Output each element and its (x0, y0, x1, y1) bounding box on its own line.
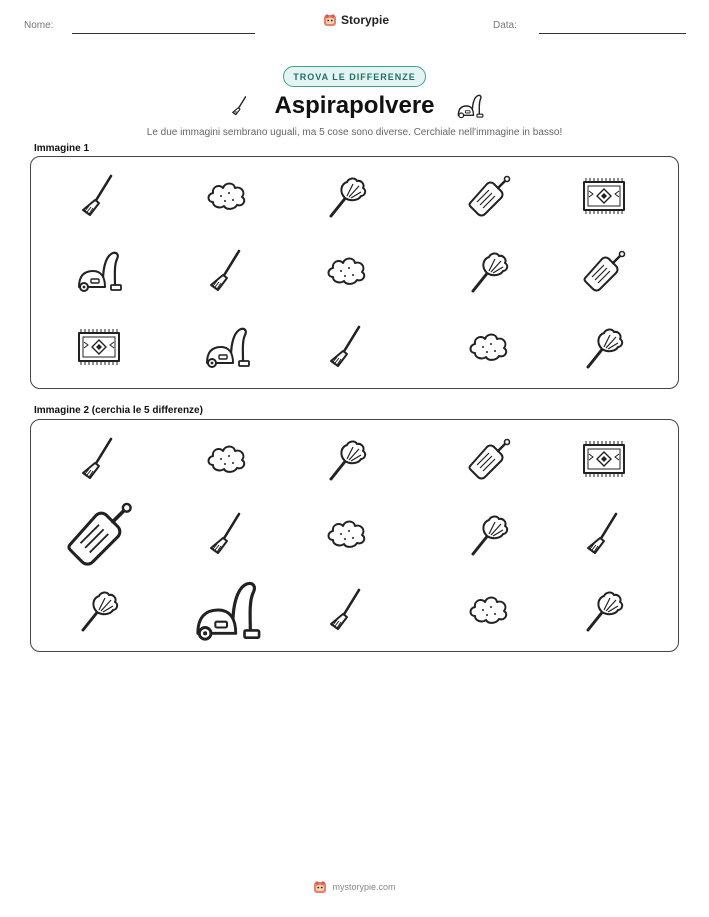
broom-icon[interactable] (323, 323, 371, 371)
dustpan-icon[interactable] (465, 435, 513, 483)
broom-icon[interactable] (203, 247, 251, 295)
brand-name: Storypie (341, 13, 390, 27)
feather-duster-icon[interactable] (465, 247, 513, 295)
rug-icon[interactable] (580, 172, 628, 220)
dust-cloud-icon[interactable] (465, 586, 513, 634)
page-title: Aspirapolvere (274, 92, 435, 119)
image2-label: Immagine 2 (cerchia le 5 differenze) (34, 405, 203, 416)
vacuum-icon[interactable] (192, 575, 262, 645)
brand-logo (323, 13, 389, 27)
rug-icon[interactable] (75, 323, 123, 371)
broom-icon[interactable] (203, 510, 251, 558)
dust-cloud-icon[interactable] (203, 435, 251, 483)
storypie-mascot-icon (313, 880, 327, 894)
dust-cloud-icon[interactable] (203, 172, 251, 220)
name-label: Nome: (24, 20, 54, 31)
feather-duster-icon[interactable] (75, 586, 123, 634)
dust-cloud-icon[interactable] (323, 510, 371, 558)
broom-icon[interactable] (75, 172, 123, 220)
feather-duster-icon[interactable] (323, 435, 371, 483)
feather-duster-icon[interactable] (323, 172, 371, 220)
broom-icon[interactable] (580, 510, 628, 558)
image1-label: Immagine 1 (34, 143, 90, 154)
storypie-mascot-icon (323, 13, 337, 27)
broom-icon (229, 90, 251, 122)
activity-badge: TROVA LE DIFFERENZE (283, 66, 426, 87)
dustpan-icon[interactable] (580, 247, 628, 295)
vacuum-icon (455, 92, 485, 120)
dust-cloud-icon[interactable] (323, 247, 371, 295)
vacuum-icon[interactable] (75, 247, 123, 295)
feather-duster-icon[interactable] (580, 586, 628, 634)
dust-cloud-icon[interactable] (465, 323, 513, 371)
date-line[interactable] (539, 33, 686, 34)
dustpan-icon[interactable] (62, 497, 136, 571)
footer-url: mystorypie.com (332, 882, 396, 892)
broom-icon[interactable] (75, 435, 123, 483)
name-line[interactable] (72, 33, 255, 34)
feather-duster-icon[interactable] (580, 323, 628, 371)
footer (0, 880, 709, 894)
broom-icon[interactable] (323, 586, 371, 634)
instructions: Le due immagini sembrano uguali, ma 5 cose sono diverse. Cerchiale nell'immagine in basso! (146, 127, 563, 138)
rug-icon[interactable] (580, 435, 628, 483)
date-label: Data: (493, 20, 517, 31)
vacuum-icon[interactable] (203, 323, 251, 371)
feather-duster-icon[interactable] (465, 510, 513, 558)
dustpan-icon[interactable] (465, 172, 513, 220)
